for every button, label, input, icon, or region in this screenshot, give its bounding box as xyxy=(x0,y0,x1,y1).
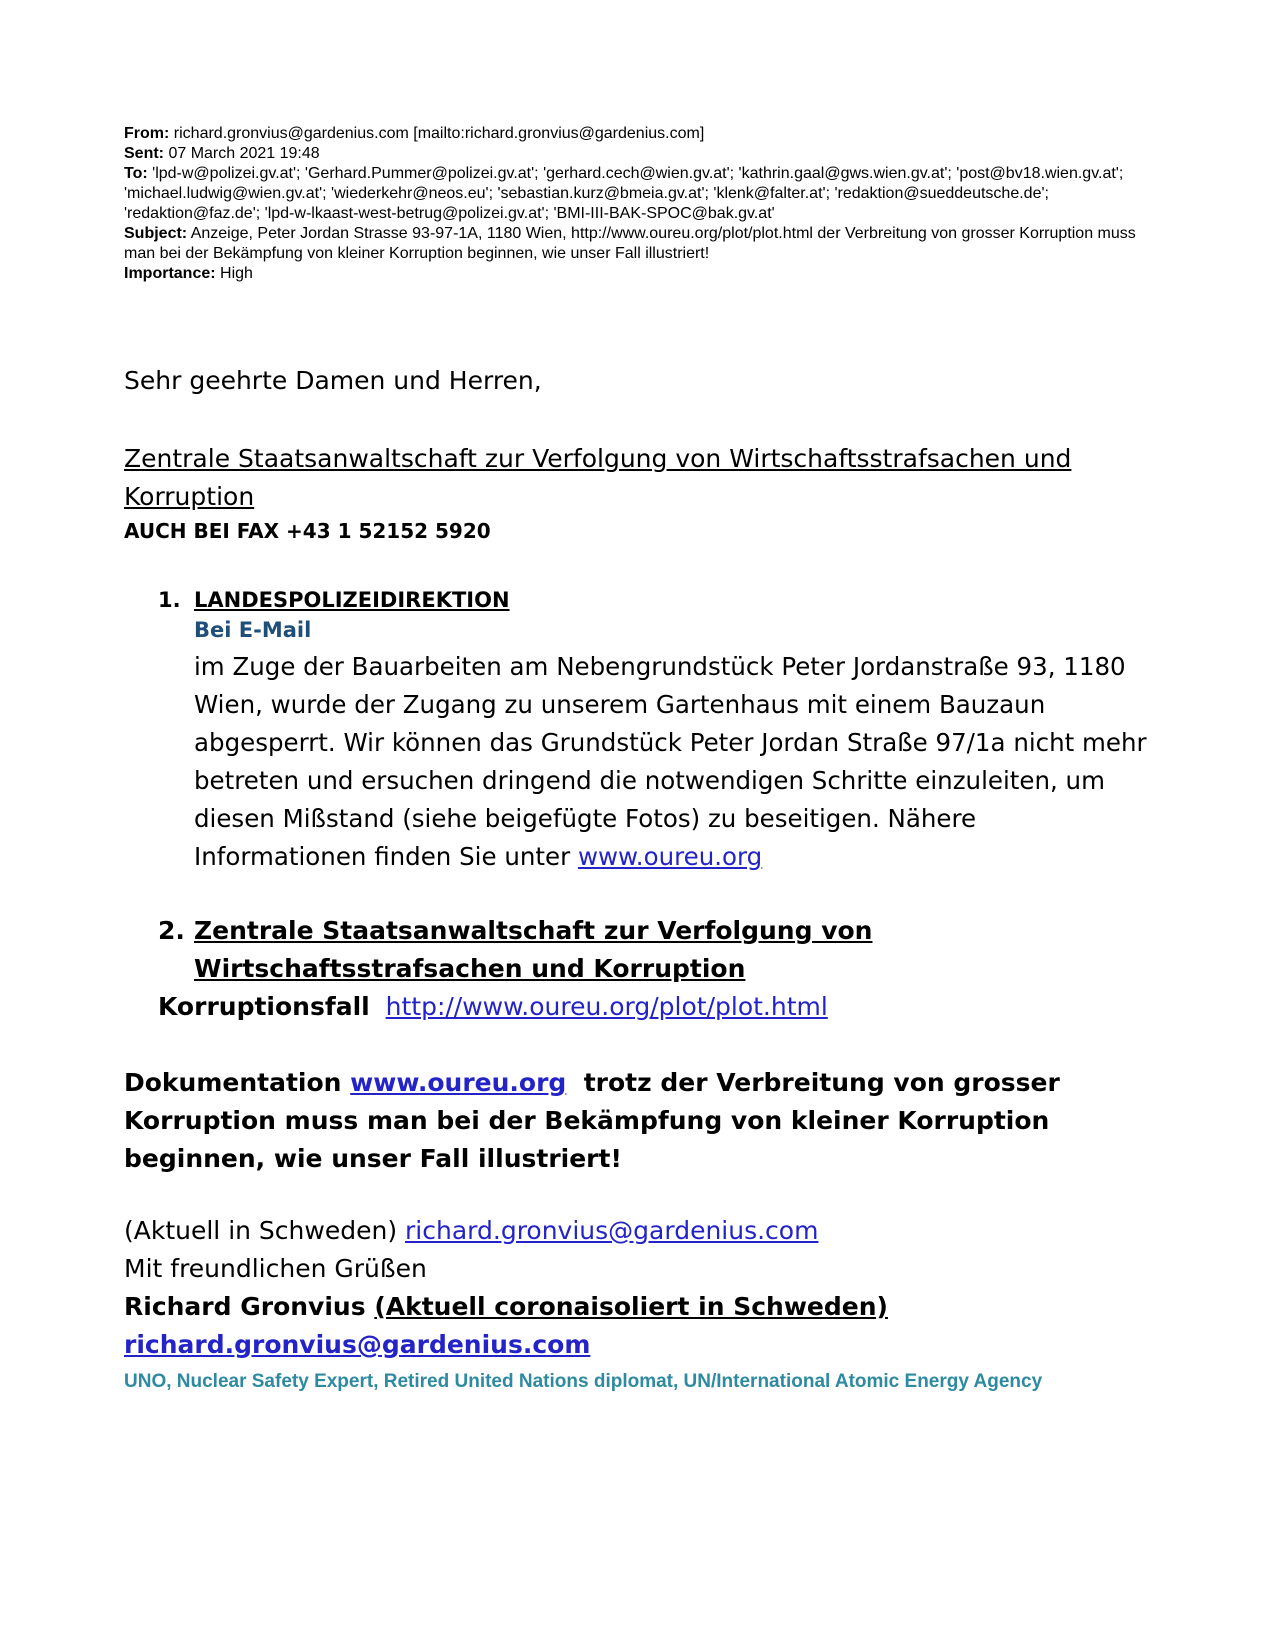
fax-line: AUCH BEI FAX +43 1 52152 5920 xyxy=(124,519,491,543)
signature-name: Richard Gronvius xyxy=(124,1292,375,1321)
importance-row xyxy=(124,264,1154,284)
importance-value: High xyxy=(220,265,253,282)
from-label: From: xyxy=(124,125,170,142)
doku-text: trotz der Verbreitung von grosser Korruption muss man bei der Bekämpfung von kleiner Korruption beginnen, wie unser Fall illustriert! xyxy=(124,1068,1069,1173)
sent-row xyxy=(124,144,1154,164)
closing-block xyxy=(124,1212,1154,1364)
to-label: To: xyxy=(124,165,148,182)
signature-title: UNO, Nuclear Safety Expert, Retired United Nations diplomat, UN/International Atomic Energy Agency xyxy=(124,1371,1043,1392)
signature-name-line xyxy=(124,1288,1154,1326)
email-header xyxy=(124,124,1154,284)
subject-row xyxy=(124,224,1154,264)
item2-label: Korruptionsfall xyxy=(158,992,370,1021)
to-row xyxy=(124,164,1154,224)
sent-value: 07 March 2021 19:48 xyxy=(168,145,320,162)
to-value: 'lpd-w@polizei.gv.at'; 'Gerhard.Pummer@polizei.gv.at'; 'gerhard.cech@wien.gv.at'; 'kathrin.gaal@gws.wien.gv.at'; 'post@bv18.wien.gv.at'; 'michael.ludwig@wien.gv.at'; 'wiederkehr@neos.eu'; 'sebastian.kurz@bmeia.gv.at'; 'klenk@falter.at'; 'redaktion@sueddeutsche.de'; 'redaktion@faz.de'; 'lpd-w-lkaast-west-betrug@polizei.gv.at'; 'BMI-III-BAK-SPOC@bak.gv.at' xyxy=(124,165,1124,222)
item1-title: LANDESPOLIZEIDIREKTION xyxy=(194,588,510,612)
sent-label: Sent: xyxy=(124,145,164,162)
item1-body xyxy=(194,648,1154,876)
location-prefix: (Aktuell in Schweden) xyxy=(124,1216,406,1245)
salutation: Sehr geehrte Damen und Herren, xyxy=(124,366,542,395)
signature-note: (Aktuell coronaisoliert in Schweden) xyxy=(374,1292,888,1321)
signature-email-link[interactable]: richard.gronvius@gardenius.com xyxy=(124,1330,591,1359)
item1-number: 1. xyxy=(158,588,181,612)
doku-link[interactable]: www.oureu.org xyxy=(350,1068,567,1097)
item2-line xyxy=(158,988,828,1026)
from-row xyxy=(124,124,1154,144)
signature-email-line xyxy=(124,1326,1154,1364)
subject-value: Anzeige, Peter Jordan Strasse 93-97-1A, 1180 Wien, http://www.oureu.org/plot/plot.html der Verbreitung von grosser Korruption muss man bei der Bekämpfung von kleiner Korruption beginnen, wie unser Fall illustriert! xyxy=(124,225,1136,262)
item1-link[interactable]: www.oureu.org xyxy=(577,842,763,871)
greeting: Mit freundlichen Grüßen xyxy=(124,1254,427,1283)
item2-link[interactable]: http://www.oureu.org/plot/plot.html xyxy=(385,992,828,1021)
item2-number: 2. xyxy=(158,916,185,945)
item1-body-text: im Zuge der Bauarbeiten am Nebengrundstück Peter Jordanstraße 93, 1180 Wien, wurde der Zugang zu unserem Gartenhaus mit einem Bauzaun abgesperrt. Wir können das Grundstück Peter Jordan Straße 97/1a nicht mehr betreten und ersuchen dringend die notwendigen Schritte einzuleiten, um diesen Mißstand (siehe beigefügte Fotos) zu beseitigen. Nähere Informationen finden Sie unter xyxy=(194,652,1147,871)
location-email-link[interactable]: richard.gronvius@gardenius.com xyxy=(405,1216,819,1245)
item1-subtitle: Bei E-Mail xyxy=(194,618,312,642)
from-value: richard.gronvius@gardenius.com [mailto:richard.gronvius@gardenius.com] xyxy=(173,125,705,142)
doku-prefix: Dokumentation xyxy=(124,1068,351,1097)
location-line xyxy=(124,1212,1154,1250)
importance-label: Importance: xyxy=(124,265,216,282)
zentral-heading: Zentrale Staatsanwaltschaft zur Verfolgung von Wirtschaftsstrafsachen und Korruption xyxy=(124,444,1072,511)
item2-title: Zentrale Staatsanwaltschaft zur Verfolgung von Wirtschaftsstrafsachen und Korruption xyxy=(194,916,873,983)
subject-label: Subject: xyxy=(124,225,188,242)
documentation-paragraph xyxy=(124,1064,1134,1178)
